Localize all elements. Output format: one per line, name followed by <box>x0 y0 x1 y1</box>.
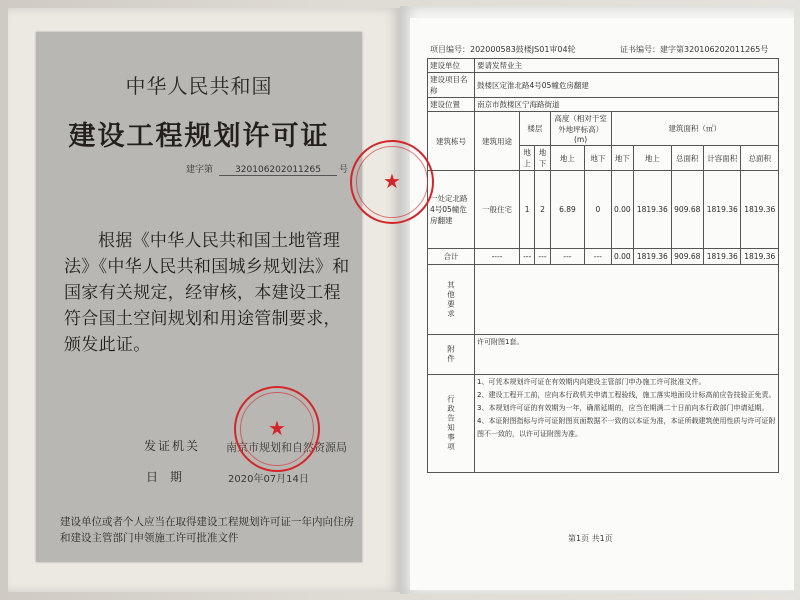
issuer-value: 南京市规划和自然资源局 <box>226 441 347 454</box>
header-area: 建筑面积（㎡） <box>611 112 778 146</box>
page-footer: 第1页 共1页 <box>568 534 613 543</box>
total-area-total: 909.68 <box>671 249 703 265</box>
date-value: 2020年07月14日 <box>228 474 309 485</box>
other-requirements-label: 其他要求 <box>428 265 475 335</box>
header-floor-below: 地下 <box>535 146 550 171</box>
cert-prefix: 建字第 <box>186 165 214 175</box>
table-row <box>428 171 779 249</box>
header-height-below: 地下 <box>585 146 611 171</box>
header-area-plot: 计容面积 <box>704 146 741 171</box>
cell-area-all: 1819.36 <box>741 171 779 249</box>
header-area-all: 总面积 <box>741 146 779 171</box>
cell-floor-above: 1 <box>520 171 535 249</box>
header-area-above: 地上 <box>634 146 671 171</box>
attachment-value: 许可附图1套。 <box>475 335 779 375</box>
total-use: ---- <box>475 249 520 265</box>
total-h1: --- <box>550 249 585 265</box>
cell-area-plot: 1819.36 <box>704 171 741 249</box>
issuer-label: 发证机关 <box>144 439 201 453</box>
cell-floor-below: 2 <box>535 171 550 249</box>
certificate-footnote: 建设单位或者个人应当在取得建设工程规划许可证一年内向住房和建设主管部门申领施工许可批准文件 <box>60 516 354 544</box>
notice-item: 2、建设工程开工前，应向本行政机关申请工程验线，施工落实地面设计标高前应告技验正免责。 <box>477 391 776 399</box>
total-f2: --- <box>535 249 550 265</box>
notice-list <box>475 375 779 473</box>
unit-value: 要请发帮业主 <box>475 59 779 73</box>
seal-star-icon: ★ <box>268 415 286 440</box>
certificate-number-line <box>186 162 348 176</box>
project-name-label: 建设项目名称 <box>428 73 475 98</box>
header-height: 高度（相对于室外地坪标高）(m) <box>550 112 611 146</box>
project-name-value: 鼓楼区定淮北路4号05幢危房翻建 <box>475 73 779 98</box>
seal-star-icon: ★ <box>383 168 401 193</box>
notice-label: 行政告知事项 <box>428 375 475 473</box>
certificate-title: 建设工程规划许可证 <box>68 121 330 152</box>
notice-item: 3、本规划许可证的有效期为一年，确需延期的，应当在期满二十日前向本行政部门申请延期。 <box>477 404 769 412</box>
country-heading: 中华人民共和国 <box>125 74 273 98</box>
cell-use: 一般住宅 <box>475 171 520 249</box>
cell-height-above: 6.89 <box>550 171 585 249</box>
location-label: 建设位置 <box>428 98 475 112</box>
total-f1: --- <box>520 249 535 265</box>
total-area-above: 1819.36 <box>634 249 671 265</box>
date-label: 日期 <box>146 470 195 484</box>
cert-number: 3201062020112​65 <box>219 165 337 176</box>
cell-height-below: 0 <box>585 171 611 249</box>
cell-area-under: 0.00 <box>611 171 634 249</box>
cert-suffix: 号 <box>339 165 349 175</box>
total-area-under: 0.00 <box>611 249 634 265</box>
certificate-serial: 证书编号：建字第320106202011265号 <box>620 45 769 54</box>
certificate-left-page <box>36 32 362 562</box>
header-height-above: 地上 <box>550 146 585 171</box>
total-label: 合计 <box>428 249 475 265</box>
header-area-total: 总面积 <box>671 146 703 171</box>
total-area-plot: 1819.36 <box>704 249 741 265</box>
cell-building: 一处定北路4号05幢危房翻建 <box>428 171 475 249</box>
total-area-all: 1819.36 <box>741 249 779 265</box>
other-requirements-value <box>475 265 779 335</box>
header-floor-above: 地上 <box>520 146 535 171</box>
official-seal-stamp <box>234 386 320 472</box>
project-number: 项目编号：202000583鼓楼JS01审04轮 <box>430 45 576 54</box>
unit-label: 建设单位 <box>428 59 475 73</box>
notice-item: 1、可凭本规划许可证在有效期内向建设主管部门申办施工许可批准文件。 <box>477 378 706 386</box>
table-row <box>428 249 779 265</box>
header-area-under: 地下 <box>611 146 634 171</box>
attachment-label: 附件 <box>428 335 475 375</box>
total-h2: --- <box>585 249 611 265</box>
header-use: 建筑用途 <box>475 112 520 171</box>
permit-details-table <box>427 58 779 473</box>
header-building-no: 建筑栋号 <box>428 112 475 171</box>
certificate-body-text: 根据《中华人民共和国土地管理法》《中华人民共和国城乡规划法》和国家有关规定，经审核，本建设工程符合国土空间规划和用途管制要求，颁发此证。 <box>64 231 350 355</box>
cell-area-above: 1819.36 <box>634 171 671 249</box>
cell-area-total: 909.68 <box>671 171 703 249</box>
official-seal-stamp-center <box>350 140 434 224</box>
notice-item: 4、本证附图指标与许可证附图页面数据不一致的以本证为准，本证所载建筑使用性质与许可证附图不一致的，以许可证附图为准。 <box>477 417 776 438</box>
header-floors: 楼层 <box>520 112 551 146</box>
location-value: 南京市鼓楼区宁海路街道 <box>475 98 779 112</box>
